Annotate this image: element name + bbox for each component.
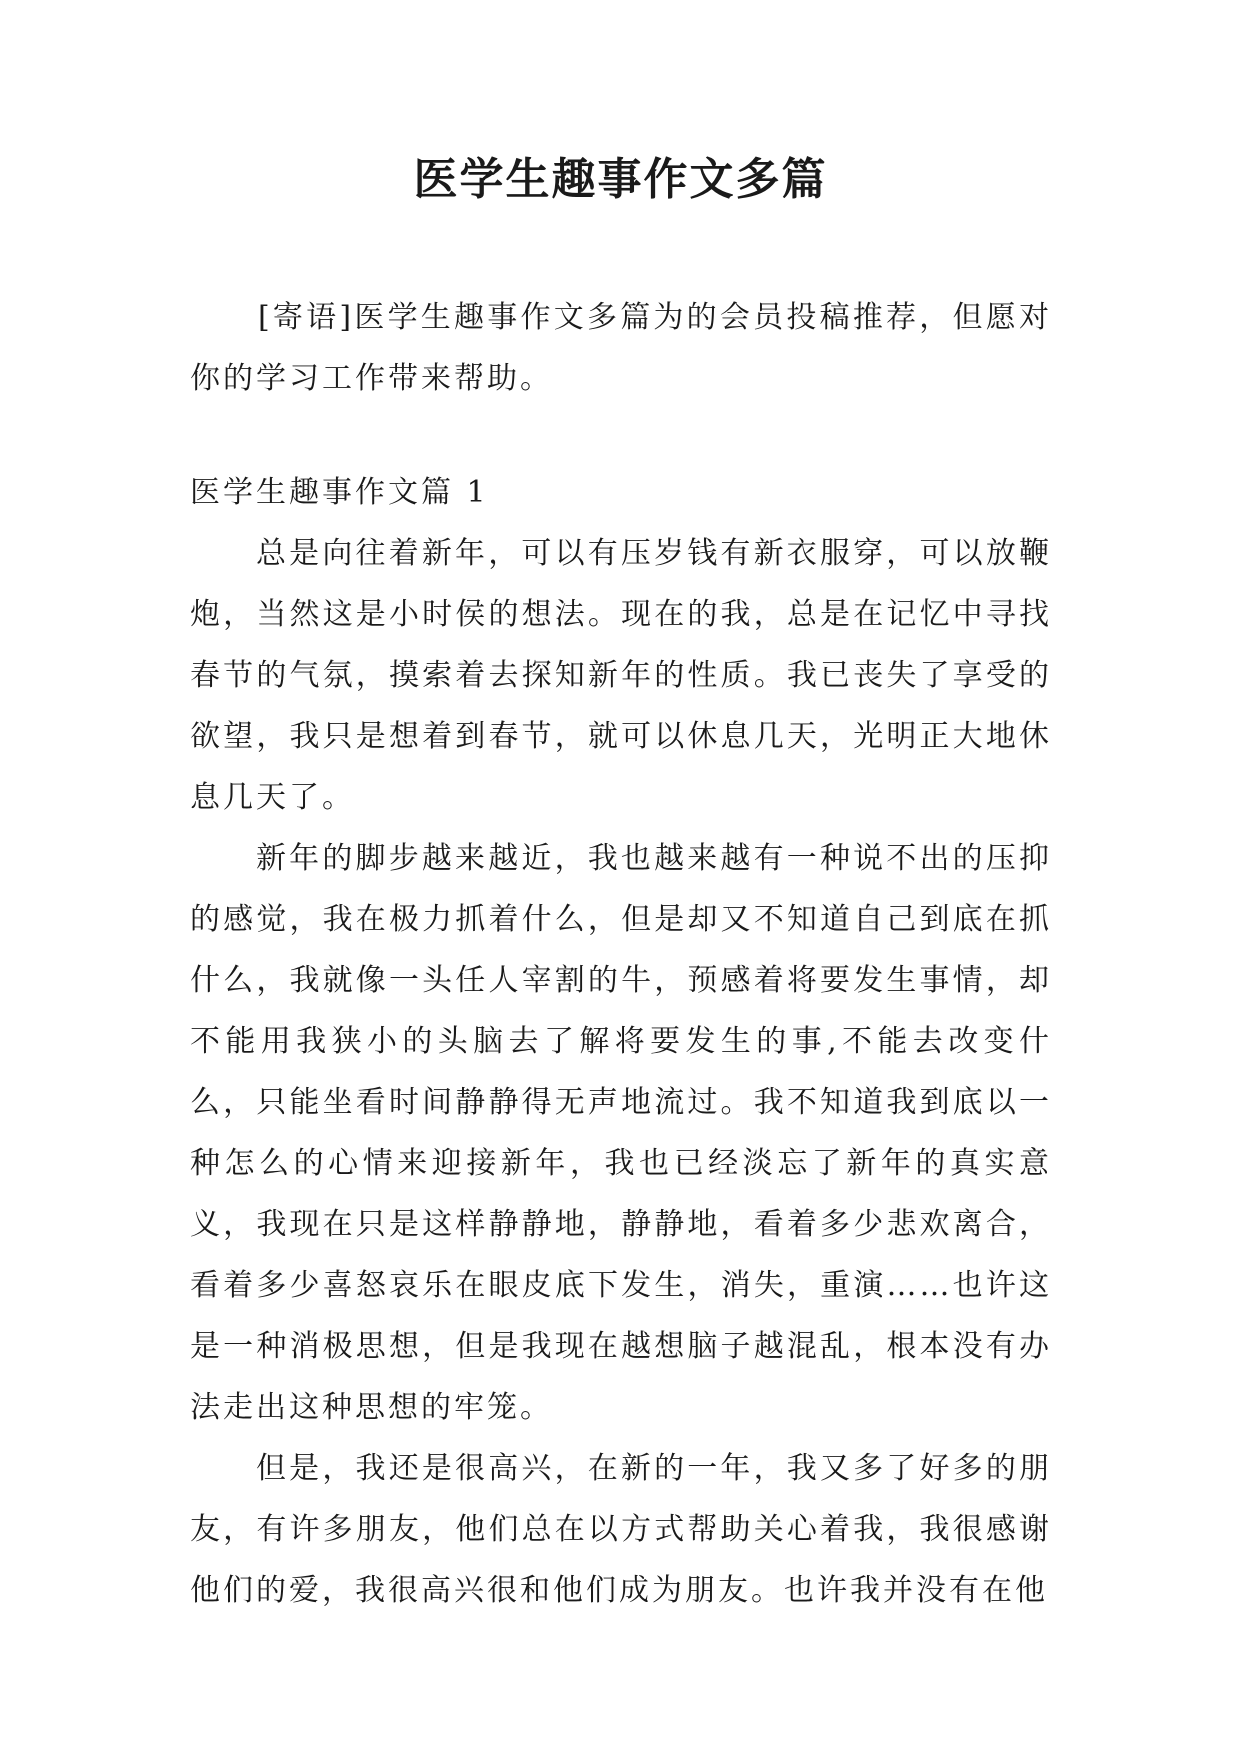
document-title: 医学生趣事作文多篇 [413,154,828,205]
essay-body [190,523,1052,1621]
intro-paragraph: [寄语]医学生趣事作文多篇为的会员投稿推荐，但愿对你的学习工作带来帮助。 [190,300,1052,396]
essay-paragraph: 新年的脚步越来越近，我也越来越有一种说不出的压抑的感觉，我在极力抓着什么，但是却又不知道自己到底在抓什么，我就像一头任人宰割的牛，预感着将要发生事情，却不能用我狭小的头脑去了解将要发生的事,不能去改变什么，只能坐看时间静静得无声地流过。我不知道我到底以一种怎么的心情来迎接新年，我也已经淡忘了新年的真实意义，我现在只是这样静静地，静静地，看着多少悲欢离合，看着多少喜怒哀乐在眼皮底下发生，消失，重演……也许这是一种消极思想，但是我现在越想脑子越混乱，根本没有办法走出这种思想的牢笼。 [190,841,1052,1425]
section-heading: 医学生趣事作文篇 1 [190,475,489,510]
essay-paragraph: 总是向往着新年，可以有压岁钱有新衣服穿，可以放鞭炮，当然这是小时侯的想法。现在的我，总是在记忆中寻找春节的气氛，摸索着去探知新年的性质。我已丧失了享受的欲望，我只是想着到春节，就可以休息几天，光明正大地休息几天了。 [190,536,1052,815]
essay-paragraph: 但是，我还是很高兴，在新的一年，我又多了好多的朋友，有许多朋友，他们总在以方式帮助关心着我，我很感谢他们的爱，我很高兴很和他们成为朋友。也许我并没有在他 [190,1451,1052,1608]
